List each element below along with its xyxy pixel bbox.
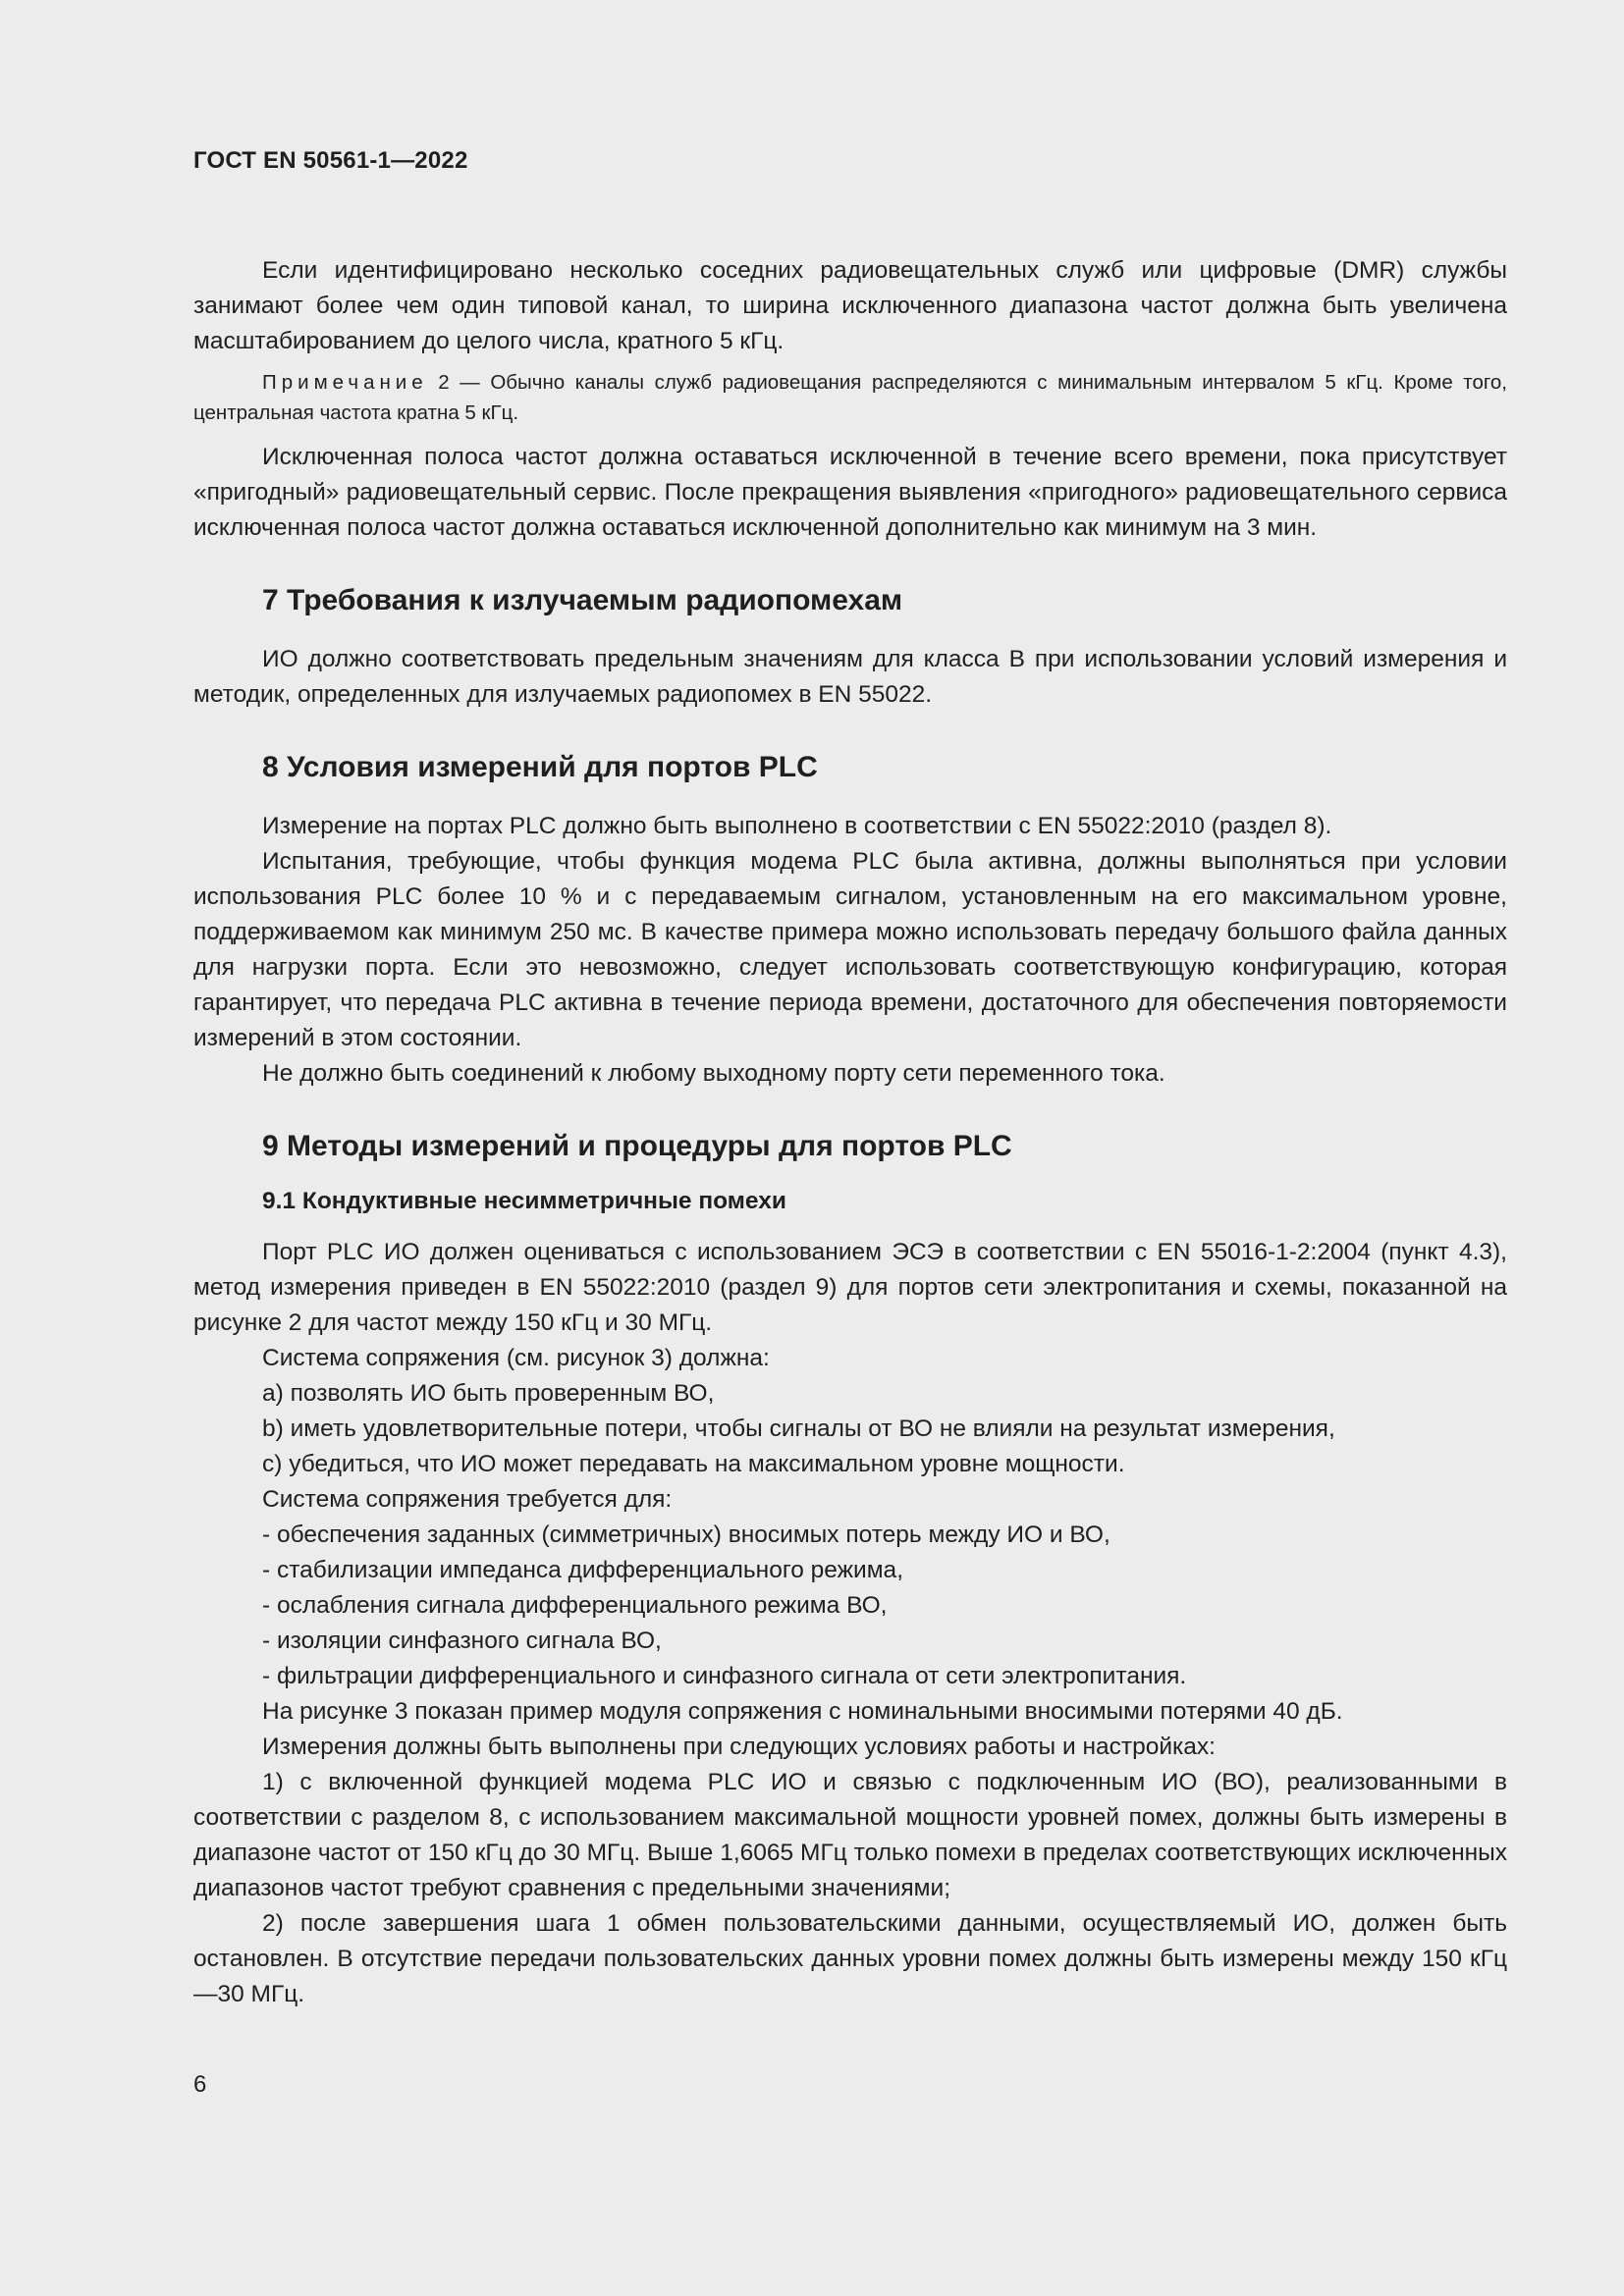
list-item-a: a) позволять ИО быть проверенным ВО, [262, 1380, 715, 1407]
list-item-c: c) убедиться, что ИО может передавать на максимальном уровне мощности. [262, 1451, 1125, 1477]
section-9-1-heading: 9.1 Кондуктивные несимметричные помехи [262, 1188, 786, 1214]
list-item-b: b) иметь удовлетворительные потери, чтобы сигналы от ВО не влияли на результат измерения, [262, 1415, 1335, 1442]
intro-paragraph-2: Исключенная полоса частот должна оставаться исключенной в течение всего времени, пока присутствует «пригодный» радиовещательный сервис. После прекращения выявления «пригодного» радиовещательного сервиса исключенная полоса частот должна оставаться исключенной дополнительно как минимум на 3 мин. [193, 444, 1507, 541]
section-9-heading: 9 Методы измерений и процедуры для портов PLC [262, 1130, 1012, 1162]
dash-item-4: - изоляции синфазного сигнала ВО, [262, 1628, 662, 1654]
dash-item-3: - ослабления сигнала дифференциального режима ВО, [262, 1592, 888, 1619]
document-header: ГОСТ EN 50561-1—2022 [193, 147, 468, 174]
note-text: 2 — Обычно каналы служб радиовещания распределяются с минимальным интервалом 5 кГц. Кроме того, центральная частота кратна 5 кГц. [193, 371, 1507, 424]
intro-paragraph-1: Если идентифицировано несколько соседних радиовещательных служб или цифровые (DMR) службы занимают более чем один типовой канал, то ширина исключенного диапазона частот должна быть увеличена масштабированием до целого числа, кратного 5 кГц. [193, 257, 1507, 354]
section-9-paragraph-3: Система сопряжения требуется для: [262, 1486, 673, 1513]
section-8-paragraph-2: Испытания, требующие, чтобы функция модема PLC была активна, должны выполняться при условии использования PLC более 10 % и с передаваемым сигналом, установленным на его максимальном уровне, поддерживаемом как минимум 250 мс. В качестве примера можно использовать передачу большого файла данных для нагрузки порта. Если это невозможно, следует использовать соответствующую конфигурацию, которая гарантирует, что передача PLC активна в течение периода времени, достаточного для обеспечения повторяемости измерений в этом состоянии. [193, 848, 1507, 1051]
page-number: 6 [193, 2071, 207, 2098]
dash-item-1: - обеспечения заданных (симметричных) вносимых потерь между ИО и ВО, [262, 1522, 1110, 1548]
dash-item-5: - фильтрации дифференциального и синфазного сигнала от сети электропитания. [262, 1663, 1187, 1689]
section-8-heading: 8 Условия измерений для портов PLC [262, 751, 818, 783]
section-9-paragraph-2: Система сопряжения (см. рисунок 3) должна: [262, 1345, 770, 1371]
section-9-paragraph-5: Измерения должны быть выполнены при следующих условиях работы и настройках: [262, 1734, 1216, 1760]
step-2: 2) после завершения шага 1 обмен пользовательскими данными, осуществляемый ИО, должен быть остановлен. В отсутствие передачи пользовательских данных уровни помех должны быть измерены между 150 кГц—30 МГц. [193, 1910, 1507, 2007]
section-8-paragraph-1: Измерение на портах PLC должно быть выполнено в соответствии с EN 55022:2010 (раздел 8). [262, 813, 1332, 839]
document-page [193, 147, 1507, 2012]
dash-item-2: - стабилизации импеданса дифференциального режима, [262, 1557, 903, 1583]
section-7-paragraph: ИО должно соответствовать предельным значениям для класса В при использовании условий измерения и методик, определенных для излучаемых радиопомех в EN 55022. [193, 646, 1507, 708]
section-7-heading: 7 Требования к излучаемым радиопомехам [262, 584, 903, 616]
note-2 [193, 367, 1507, 428]
section-9-paragraph-4: На рисунке 3 показан пример модуля сопряжения с номинальными вносимыми потерями 40 дБ. [262, 1698, 1343, 1725]
section-9-paragraph-1: Порт PLC ИО должен оцениваться с использованием ЭСЭ в соответствии с EN 55016-1-2:2004 (пункт 4.3), метод измерения приведен в EN 55022:2010 (раздел 9) для портов сети электропитания и схемы, показанной на рисунке 2 для частот между 150 кГц и 30 МГц. [193, 1239, 1507, 1336]
step-1: 1) с включенной функцией модема PLC ИО и связью с подключенным ИО (ВО), реализованными в соответствии с разделом 8, с использованием максимальной мощности уровней помех, должны быть измерены в диапазоне частот от 150 кГц до 30 МГц. Выше 1,6065 МГц только помехи в пределах соответствующих исключенных диапазонов частот требуют сравнения с предельными значениями; [193, 1769, 1507, 1901]
note-label: Примечание [262, 371, 428, 394]
section-8-paragraph-3: Не должно быть соединений к любому выходному порту сети переменного тока. [262, 1060, 1165, 1087]
